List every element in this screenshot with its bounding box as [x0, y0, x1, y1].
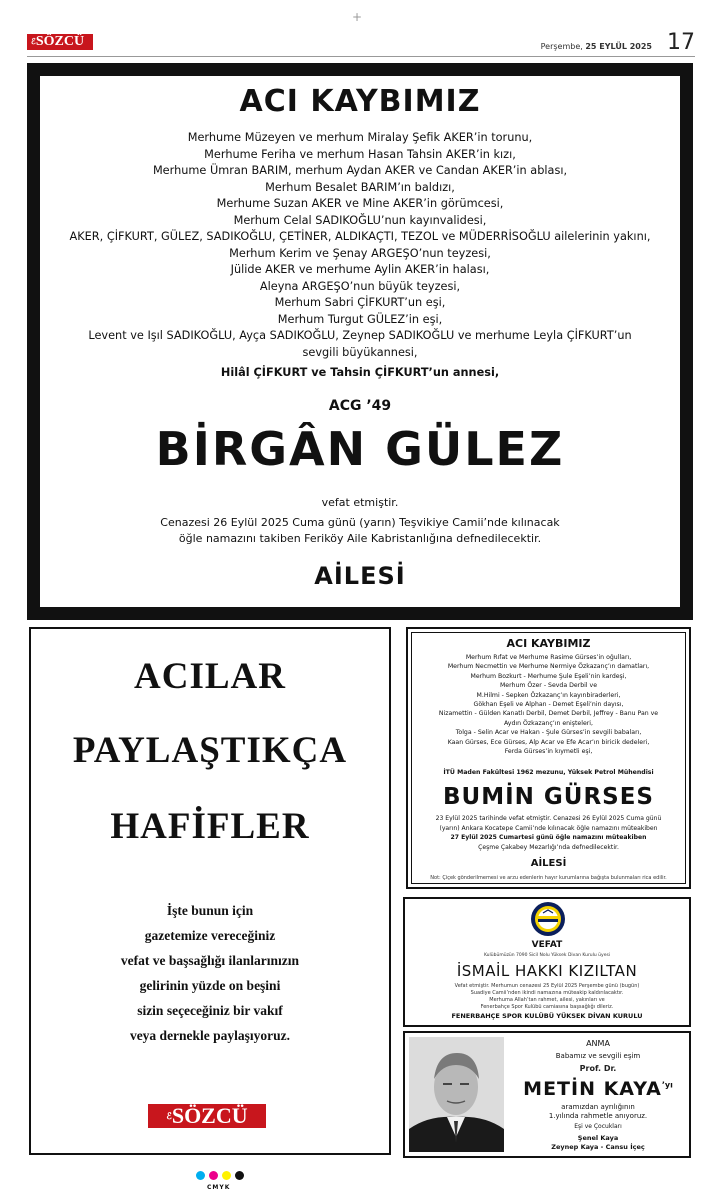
body-line: Merhum Necmettin ve Merhume Nermiye Özkazanç’ın damatları, [447, 663, 650, 671]
kiziltan-organization: FENERBAHÇE SPOR KULÜBÜ YÜKSEK DİVAN KURULU [451, 1012, 643, 1020]
sozcu-logo: $^ℰ$SÖZCÜ [27, 34, 93, 50]
body-line: Levent ve Işıl SADIKOĞLU, Ayça SADIKOĞLU, Zeynep SADIKOĞLU ve merhume Leyla ÇİFKURT’un [88, 329, 632, 342]
header-rule [27, 56, 695, 57]
black-dot [235, 1171, 244, 1180]
promo-line: vefat ve başsağlığı ilanlarınızın [120, 953, 300, 968]
portrait-photo [409, 1037, 504, 1152]
funeral-line: öğle namazını takiben Feriköy Aile Kabristanlığına defnedilecektir. [178, 532, 542, 545]
body-line: M.Hilmi - Sepken Özkazanç’ın kayınbiraderleri, [476, 691, 621, 699]
gurses-note: Not: Çiçek gönderilmemesi ve arzu edenlerin hayır kurumlarına bağışta bulunmaları rica edilir. [430, 875, 667, 881]
photo-eye [460, 1083, 469, 1085]
body-line: AKER, ÇİFKURT, GÜLEZ, SADIKOĞLU, ÇETİNER, ALDIKAÇTI, TEZOL ve MÜDERRİSOĞLU ailelerinin yakını, [69, 230, 651, 243]
body-line: sevgili büyükannesi, [302, 345, 418, 359]
main-notice-body [40, 130, 680, 382]
family-signature: AİLESİ [314, 562, 406, 590]
registration-mark: + [352, 10, 363, 24]
cmyk-label: CMYK [207, 1184, 231, 1191]
promo-heading-3: HAFİFLER [110, 806, 310, 847]
gurses-family-signature: AİLESİ [530, 858, 567, 869]
page-number: 17 [667, 30, 695, 55]
funeral-line: Cenazesi 26 Eylül 2025 Cuma günü (yarın) Teşvikiye Camii’nde kılınacak [160, 516, 560, 529]
body-line: Merhume Suzan AKER ve Mine AKER’in görümcesi, [216, 197, 504, 210]
promo-line: veya dernekle paylaşıyoruz. [129, 1028, 291, 1043]
promo-sozcu-logo: $^ℰ$SÖZCÜ [148, 1104, 266, 1128]
kaya-line: Eşi ve Çocukları [574, 1123, 622, 1130]
funeral-info [140, 515, 580, 547]
body-line: Merhum Özer - Sevda Derbil ve [499, 682, 598, 690]
fenerbahce-emblem-icon [530, 901, 566, 937]
funeral-line: 23 Eylül 2025 tarihinde vefat etmiştir. Cenazesi 26 Eylül 2025 Cuma günü [435, 815, 662, 822]
body-line: Merhuma Allah’tan rahmet, ailesi, yakınları ve [489, 997, 605, 1003]
body-line: Merhum Kerim ve Şenay ARGEŞO’nun teyzesi, [229, 246, 491, 260]
body-line: Ferda Gürses’in kıymetli eşi, [504, 748, 593, 756]
funeral-line: 27 Eylül 2025 Cumartesi günü öğle namazını müteakiben [450, 834, 647, 842]
kaya-line: aramızdan ayrılığının [561, 1103, 635, 1111]
kaya-signature: Şenel Kaya [577, 1134, 619, 1142]
header-date: Perşembe, 25 EYLÜL 2025 [540, 42, 652, 51]
cyan-dot [196, 1171, 205, 1180]
promo-line: İşte bunun için [166, 903, 254, 918]
photo-eye [443, 1083, 452, 1085]
body-line: Aydın Özkazanç’ın enişteleri, [504, 719, 593, 727]
body-line: Vefat etmiştir. Merhumun cenazesi 25 Eylül 2025 Perşembe günü (bugün) [454, 983, 640, 989]
deceased-name: BİRGÂN GÜLEZ [155, 422, 565, 476]
gurses-funeral-info [416, 814, 681, 852]
promo-line: sizin seçeceğiniz bir vakıf [137, 1003, 283, 1018]
kaya-name: METİN $KAYA^{’yı}$ [523, 1078, 673, 1100]
main-notice-title: ACI KAYBIMIZ [239, 84, 481, 119]
body-line: Merhume Feriha ve merhum Hasan Tahsin AKER’in kızı, [204, 147, 516, 161]
body-line: Nizamettin - Gülden Kanatlı Derbil, Demet Derbil, Jeffrey - Banu Pan ve [438, 710, 659, 718]
body-line: Kaan Gürses, Ece Gürses, Alp Acar ve Efe Acar’ın biricik dedeleri, [447, 738, 650, 746]
body-line: Merhume Müzeyen ve merhum Miralay Şefik AKER’in torunu, [187, 131, 533, 144]
body-line: Merhum Celal SADIKOĞLU’nun kayınvalidesi, [233, 213, 487, 227]
kaya-line: 1.yılında rahmetle anıyoruz. [548, 1112, 648, 1120]
promo-box [29, 627, 391, 1155]
kiziltan-membership: Kulübümüzün 7090 Sicil Nolu Yüksek Divan Kurulu üyesi [483, 953, 611, 958]
kiziltan-vefat-label: VEFAT [531, 940, 563, 950]
funeral-line: (yarın) Ankara Kocatepe Camii’nde kılınacak öğle namazını müteakiben [439, 824, 658, 832]
body-line: Merhum Rıfat ve Merhume Rasime Gürses’in oğulları, [465, 654, 632, 661]
promo-line: gazetemize vereceğiniz [144, 928, 276, 943]
body-line: Merhum Sabri ÇİFKURT’un eşi, [274, 296, 446, 309]
cmyk-marks [196, 1165, 248, 1184]
body-line-bold: Hilâl ÇİFKURT ve Tahsin ÇİFKURT’un annesi, [220, 366, 500, 379]
promo-line: gelirinin yüzde on beşini [139, 978, 281, 993]
kaya-signature: Zeynep Kaya - Cansu İçeç [551, 1143, 645, 1151]
body-line: Merhum Bozkurt - Merhume Şule Eşeli’nin kardeşi, [470, 672, 627, 680]
body-line: Merhum Turgut GÜLEZ’in eşi, [277, 312, 443, 326]
promo-heading-1: ACILAR [134, 656, 286, 697]
promo-text [29, 898, 391, 1048]
kiziltan-body [415, 983, 679, 1011]
body-line: Tolga - Selin Acar ve Hakan - Şule Gürses’in sevgili babaları, [455, 729, 642, 737]
acg-label: ACG ’49 [328, 398, 392, 414]
yellow-dot [222, 1171, 231, 1180]
body-line: Jülide AKER ve merhume Aylin AKER’in halası, [230, 263, 490, 276]
body-line: Merhume Ümran BARIM, merhum Aydan AKER ve Candan AKER’in ablası, [152, 164, 568, 177]
body-line: Fenerbahçe Spor Kulübü camiasına başsağlığı dileriz. [480, 1004, 614, 1010]
kaya-line: Babamız ve sevgili eşim [555, 1052, 641, 1060]
kaya-title: Prof. Dr. [579, 1064, 617, 1073]
body-line: Aleyna ARGEŞO’nun büyük teyzesi, [259, 279, 461, 293]
magenta-dot [209, 1171, 218, 1180]
funeral-line: Çeşme Çakabey Mezarlığı’nda defnedilecektir. [478, 843, 619, 851]
emblem-stripe-icon [538, 919, 558, 922]
body-line: Merhum Besalet BARIM’ın baldızı, [265, 180, 455, 194]
gurses-notice-title: ACI KAYBIMIZ [506, 637, 591, 650]
kaya-anma-label: ANMA [586, 1039, 610, 1048]
promo-heading-2: PAYLAŞTIKÇA [72, 730, 348, 771]
kiziltan-name: İSMAİL HAKKI KIZILTAN [456, 962, 638, 980]
body-line: Suadiye Camii’nden ikindi namazına müteakip kaldırılacaktır. [470, 990, 624, 996]
vefat-text: vefat etmiştir. [321, 496, 399, 509]
gurses-notice-body [412, 653, 685, 756]
emblem-stripe-icon [538, 916, 558, 919]
gurses-occupation: İTÜ Maden Fakültesi 1962 mezunu, Yüksek Petrol Mühendisi [443, 769, 654, 776]
body-line: Gökhan Eşeli ve Alphan - Demet Eşeli’nin dayısı, [473, 701, 624, 709]
gurses-name: BUMİN GÜRSES [442, 784, 654, 810]
